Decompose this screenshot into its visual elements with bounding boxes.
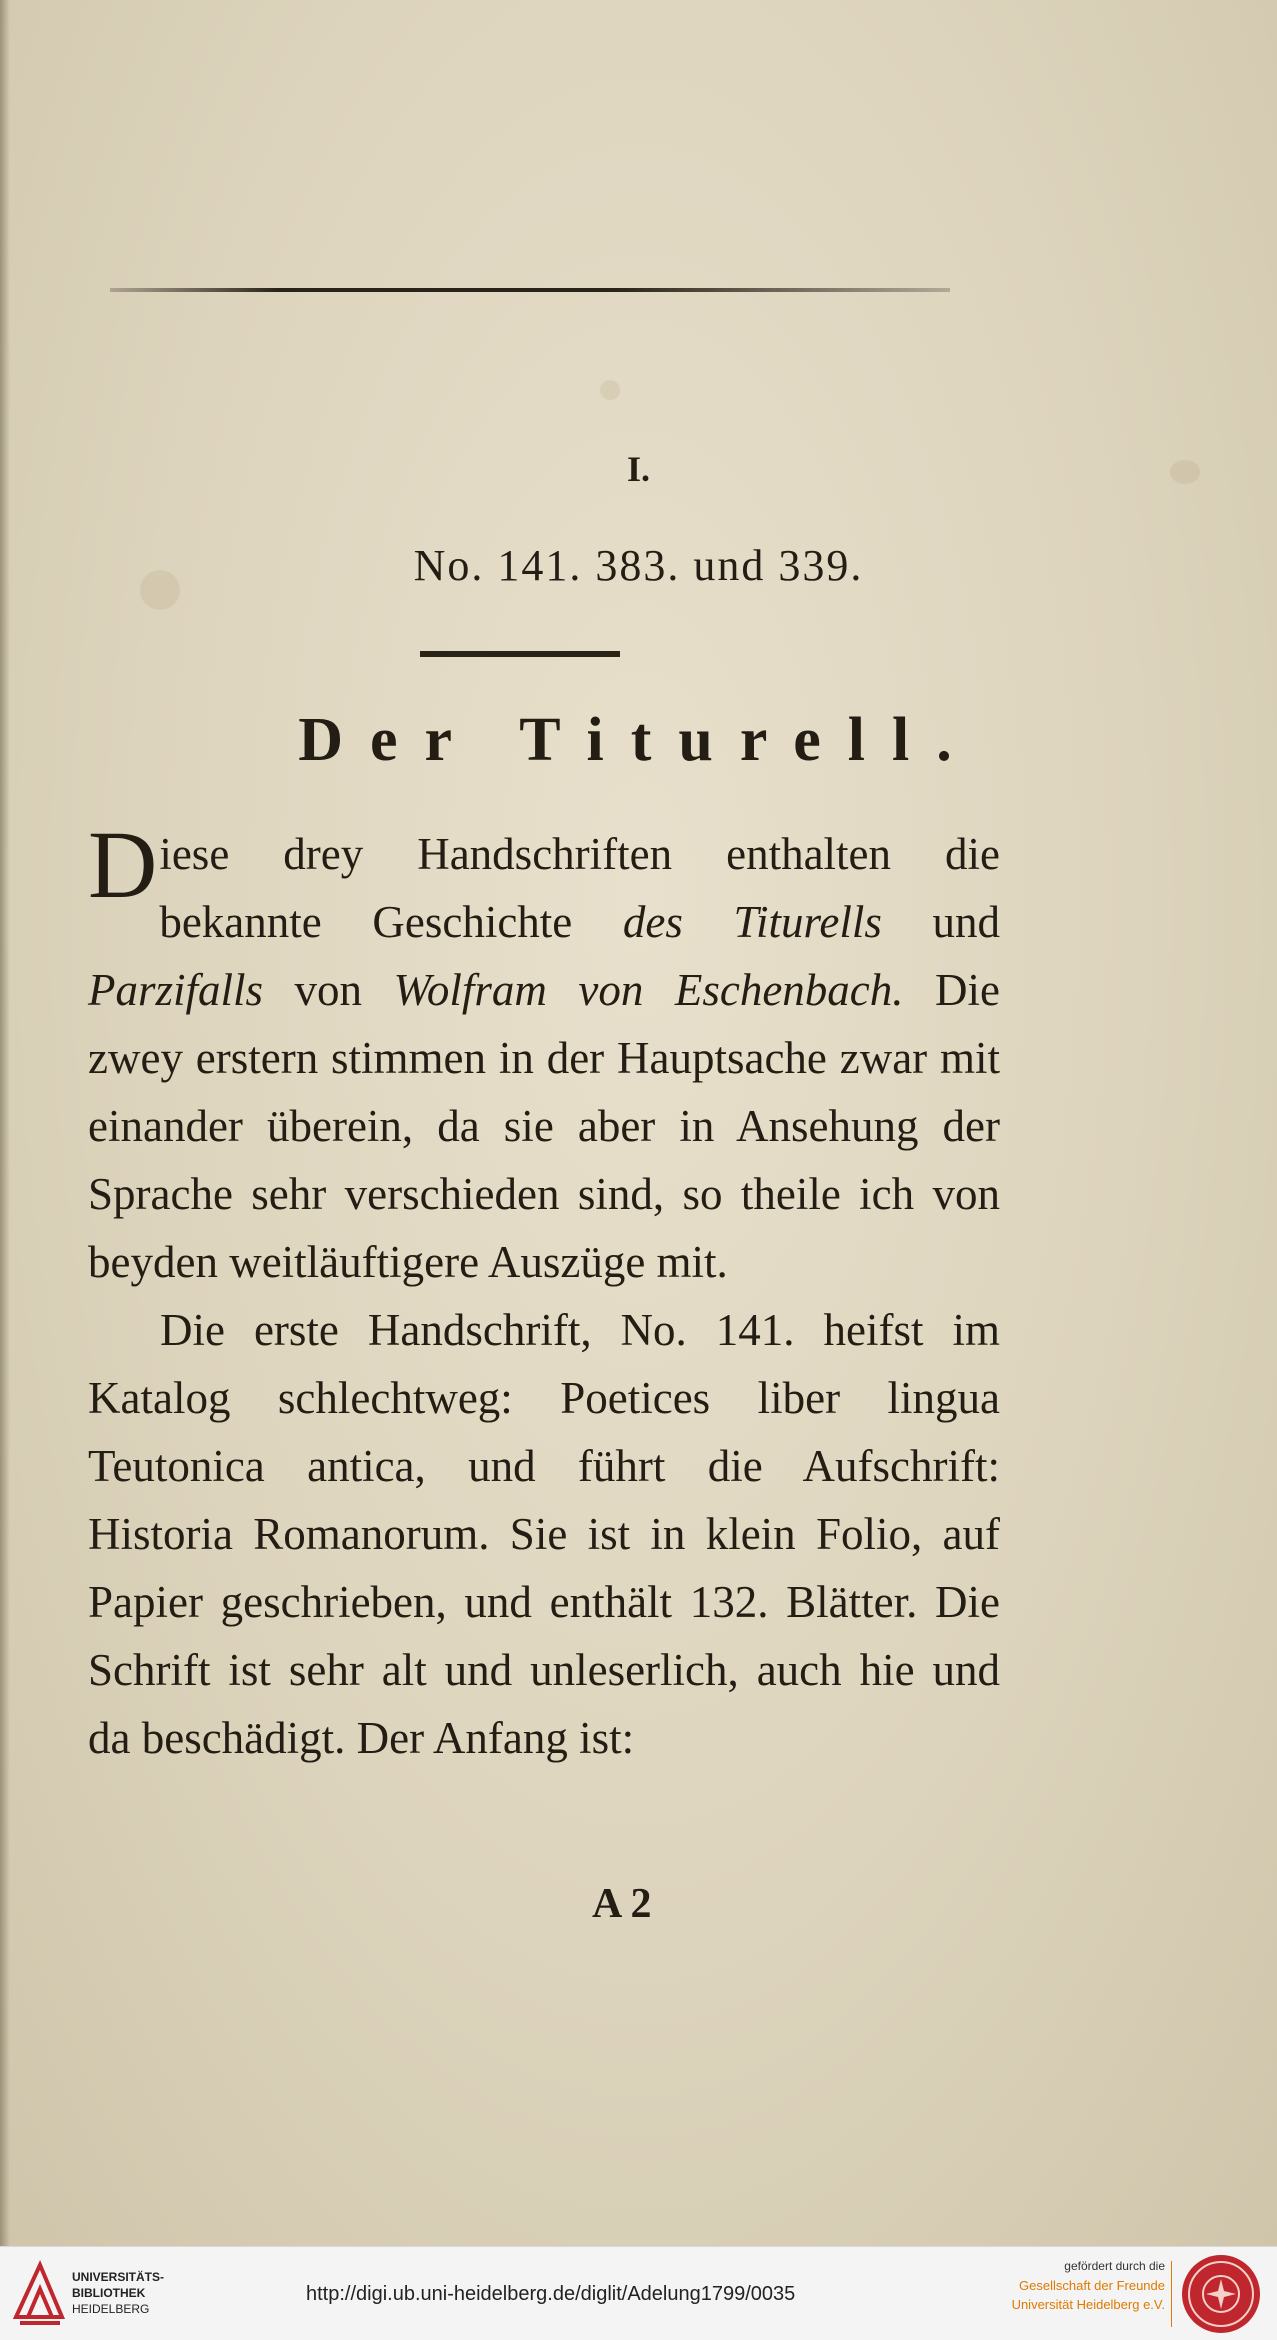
university-seal-icon[interactable] xyxy=(1180,2253,1262,2335)
text-segment: Die zwey erstern stimmen in der Hauptsache zwar mit einander überein, da sie aber in Ansehung der Sprache sehr verschieden sind, so theile ich von beyden weitläuftigere Auszüge mit. xyxy=(88,965,1000,1287)
text-segment: von xyxy=(263,965,394,1015)
decorative-rule-top xyxy=(110,288,950,292)
page-edge-shadow xyxy=(0,0,10,2246)
italic-author: Wolfram von Eschenbach. xyxy=(393,965,904,1015)
library-name xyxy=(72,2269,164,2317)
signature-mark: A 2 xyxy=(592,1881,652,1927)
sponsor-name-line2: Universität Heidelberg e.V. xyxy=(1011,2297,1165,2312)
sponsor-divider xyxy=(1171,2261,1172,2327)
university-library-logo-icon[interactable] xyxy=(10,2257,68,2329)
library-name-line3: HEIDELBERG xyxy=(72,2302,150,2316)
sponsor-name-line1: Gesellschaft der Freunde xyxy=(1019,2278,1165,2293)
library-name-line1: UNIVERSITÄTS- xyxy=(72,2270,165,2284)
paper-stain xyxy=(600,380,620,400)
body-text xyxy=(88,811,1000,1772)
text-segment: iese drey Handschriften enthalten die bekannte Geschichte xyxy=(159,829,1000,947)
footer-bar xyxy=(0,2246,1277,2340)
sponsor-label: gefördert durch die xyxy=(1064,2259,1165,2273)
permalink-url[interactable]: http://digi.ub.uni-heidelberg.de/diglit/Adelung1799/0035 xyxy=(306,2283,796,2305)
library-name-line2: BIBLIOTHEK xyxy=(72,2286,146,2300)
decorative-rule-middle xyxy=(420,651,620,657)
paragraph-2: Die erste Handschrift, No. 141. heifst im Katalog schlechtweg: Poetices liber lingua Teutonica antica, und führt die Aufschrift: Historia Romanorum. Sie ist in klein Folio, auf Papier geschrieben, und enthält 132. Blätter. Die Schrift ist sehr alt und unleserlich, auch hie und da beschädigt. Der Anfang ist: xyxy=(88,1305,1000,1763)
chapter-title: Der Titurell. xyxy=(298,706,979,774)
drop-cap: D xyxy=(88,811,158,918)
text-segment: und xyxy=(881,897,1000,947)
section-number: I. xyxy=(626,449,650,489)
italic-title: des Titurells xyxy=(622,897,882,947)
italic-title: Parzifalls xyxy=(88,965,264,1015)
paragraph-1 xyxy=(88,811,1000,1296)
shelfmark-line: No. 141. 383. und 339. xyxy=(413,541,864,590)
sponsor-block xyxy=(1012,2257,1165,2314)
